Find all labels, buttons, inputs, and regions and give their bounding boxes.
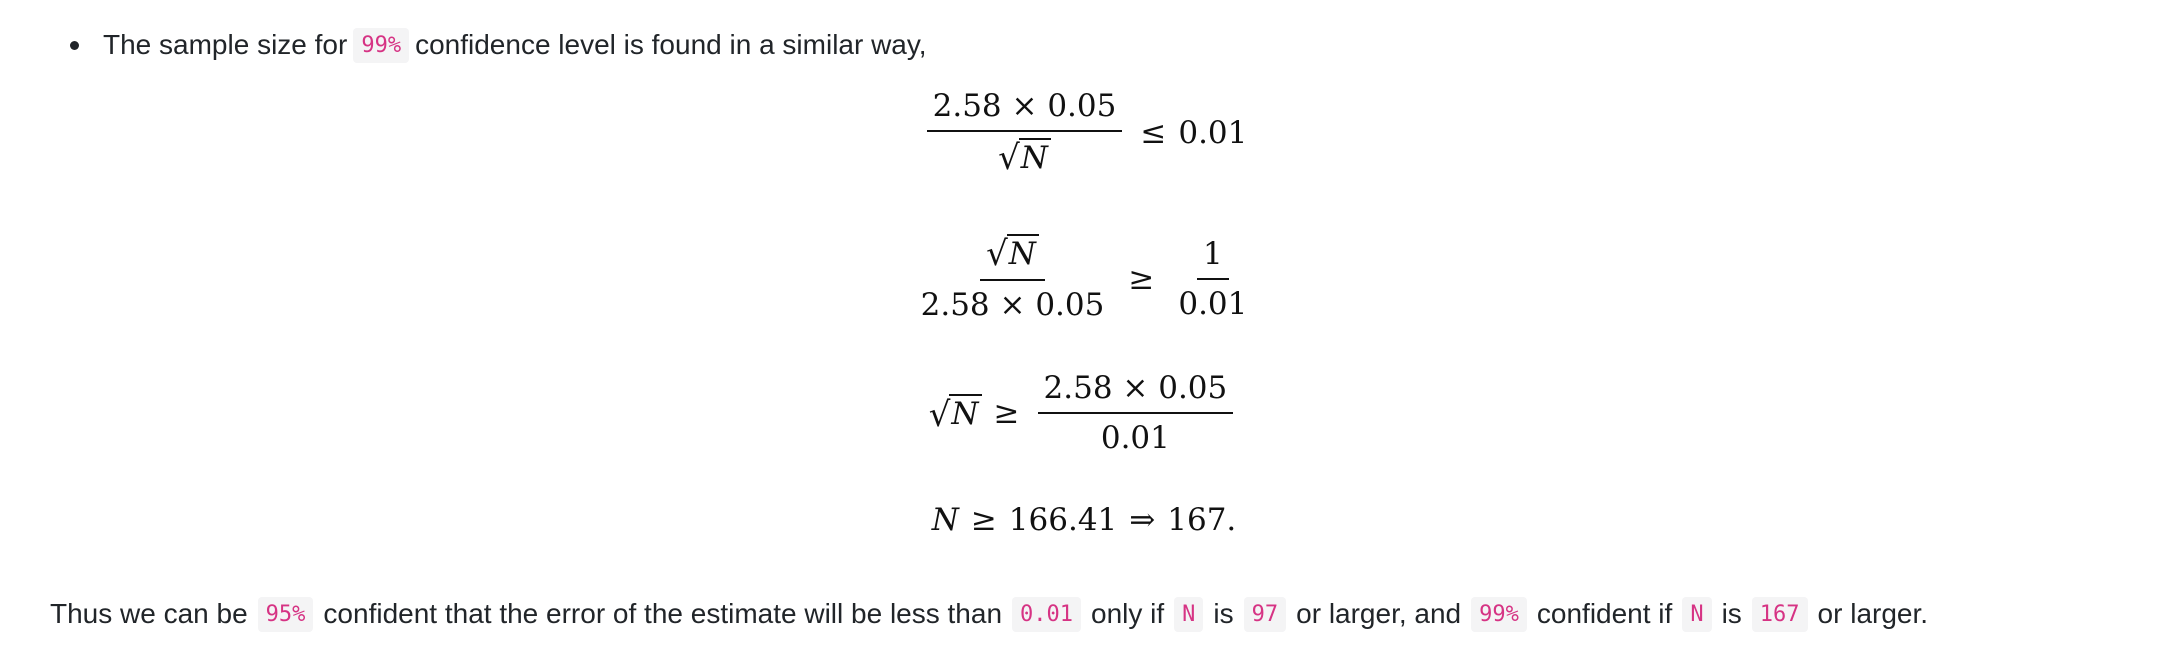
eq2-sqrt — [986, 234, 1039, 275]
equation-1 — [0, 88, 2168, 177]
eq2-fraction-right — [1172, 236, 1253, 322]
sqrt-icon: √ — [998, 138, 1020, 179]
conclusion-text: or larger, and — [1296, 598, 1462, 629]
inline-code-99: 99% — [353, 28, 409, 63]
eq4-result: 167. — [1167, 502, 1237, 538]
conclusion-paragraph — [46, 592, 1932, 636]
conclusion-text: Thus we can be — [50, 598, 248, 629]
inline-code: 167 — [1752, 597, 1808, 632]
sqrt-icon: √ — [928, 394, 951, 435]
equation-2 — [0, 234, 2168, 323]
conclusion-text: is — [1213, 598, 1234, 629]
eq2-rhs-denominator: 0.01 — [1178, 285, 1248, 322]
inline-code: 0.01 — [1012, 597, 1081, 632]
eq3-radicand: N — [949, 394, 981, 431]
eq2-fraction-left — [915, 234, 1111, 323]
eq1-fraction — [927, 88, 1123, 177]
eq4-value: 166.41 — [1008, 502, 1118, 538]
conclusion-text: only if — [1091, 598, 1165, 629]
conclusion-text: or larger. — [1817, 598, 1929, 629]
eq3-sqrt — [928, 394, 982, 435]
eq1-numerator: 2.58 × 0.05 — [927, 88, 1123, 132]
conclusion-text: is — [1721, 598, 1742, 629]
intro-text-before: The sample size for — [103, 29, 348, 60]
intro-text-after: confidence level is found in a similar way, — [415, 29, 927, 60]
intro-bullet — [70, 24, 927, 66]
eq2-relation: ≥ — [1128, 260, 1155, 297]
eq2-denominator: 2.58 × 0.05 — [920, 287, 1105, 324]
inline-code: N — [1682, 597, 1711, 632]
eq3-rhs-denominator: 0.01 — [1100, 420, 1170, 456]
conclusion-text: confident if — [1536, 598, 1673, 629]
inline-code: N — [1174, 597, 1203, 632]
eq3-relation: ≥ — [993, 395, 1020, 431]
inline-code: 99% — [1471, 597, 1527, 632]
eq4-implies-icon: ⇒ — [1129, 502, 1156, 538]
sqrt-icon: √ — [986, 234, 1008, 275]
eq3-rhs-numerator: 2.58 × 0.05 — [1038, 370, 1234, 414]
bullet-dot-icon — [70, 41, 79, 50]
equation-3 — [0, 370, 2168, 456]
conclusion-text: confident that the error of the estimate will be less than — [323, 598, 1003, 629]
inline-code: 97 — [1244, 597, 1287, 632]
eq2-radicand: N — [1007, 234, 1039, 271]
eq1-rhs: 0.01 — [1178, 114, 1248, 151]
eq4-lhs: N — [931, 502, 959, 538]
eq1-radicand: N — [1019, 138, 1051, 175]
eq4-relation: ≥ — [970, 502, 997, 538]
eq3-fraction — [1038, 370, 1234, 456]
eq1-sqrt — [998, 138, 1051, 179]
equation-4 — [0, 502, 2168, 538]
eq1-relation: ≤ — [1140, 114, 1167, 151]
eq2-rhs-numerator: 1 — [1197, 236, 1229, 280]
inline-code: 95% — [258, 597, 314, 632]
